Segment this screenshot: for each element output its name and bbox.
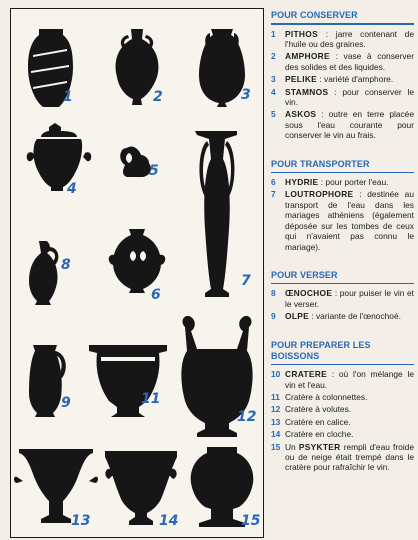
- vase-illustration-frame: [10, 8, 264, 538]
- section-rule: [271, 172, 414, 174]
- item-name: PITHOS: [285, 28, 318, 39]
- vase-number: 8: [61, 257, 71, 273]
- section-heading: POUR TRANSPORTER: [271, 158, 370, 169]
- vase-cratere-en-calice: [19, 449, 93, 523]
- item-number: 3: [271, 74, 276, 85]
- list-item: [271, 51, 414, 72]
- section-rule: [271, 283, 414, 285]
- vase-descriptions: [271, 10, 414, 491]
- item-number: 5: [271, 109, 276, 120]
- item-number: 12: [271, 404, 281, 415]
- item-number: 4: [271, 86, 276, 97]
- item-name: LOUTROPHORE: [285, 189, 354, 200]
- section-rule: [271, 23, 414, 25]
- item-name: PSYKTER: [298, 441, 341, 452]
- list-item: [271, 74, 414, 84]
- vase-number: 11: [141, 391, 161, 407]
- vase-number: 9: [61, 395, 71, 411]
- list-item: [271, 392, 414, 402]
- item-name: OLPE: [285, 311, 310, 322]
- item-text: rempli d'eau froide ou de neige était trempé dans le cratère pour rafraîchir le vin.: [285, 441, 414, 473]
- section-verser: [271, 270, 414, 322]
- item-prefix: Un: [285, 441, 299, 452]
- vase-number: 6: [151, 287, 161, 303]
- item-text: : vase à conserver des solides et des liquides.: [285, 51, 414, 72]
- item-text: Cratère à colonnettes.: [285, 391, 368, 402]
- item-text: : destinée au transport de l'eau dans les mariages athéniens (également déposée sur les tombes de ceux qui n'avaient pas connu le mariage).: [285, 189, 414, 252]
- list-item: [271, 87, 414, 108]
- list-item: [271, 442, 414, 473]
- item-text: Cratère en calice.: [285, 416, 351, 427]
- item-number: 1: [271, 28, 276, 39]
- item-number: 13: [271, 416, 281, 427]
- section-heading: POUR PREPARER LES BOISSONS: [271, 339, 371, 361]
- list-item: [271, 177, 414, 187]
- section-rule: [271, 364, 414, 366]
- vase-askos: [120, 146, 151, 177]
- vase-illustrations: [11, 9, 263, 537]
- vase-number: 14: [159, 513, 179, 529]
- list-item: [271, 189, 414, 251]
- item-number: 2: [271, 51, 276, 62]
- item-name: ŒNOCHOE: [285, 288, 333, 299]
- item-text: Cratère en cloche.: [285, 429, 354, 440]
- item-number: 9: [271, 311, 276, 322]
- vase-number: 3: [241, 87, 251, 103]
- list-item: [271, 369, 414, 390]
- item-number: 14: [271, 429, 281, 440]
- item-text: : variante de l'œnochoé.: [309, 311, 401, 322]
- item-text: : jarre contenant de l'huile ou des graines.: [285, 28, 414, 49]
- vase-number: 4: [67, 181, 77, 197]
- item-number: 15: [271, 441, 281, 452]
- list-item: [271, 311, 414, 321]
- list-item: [271, 404, 414, 414]
- item-number: 10: [271, 369, 281, 380]
- item-number: 8: [271, 288, 276, 299]
- list-item: [271, 29, 414, 50]
- item-text: : où l'on mélange le vin et l'eau.: [285, 369, 414, 390]
- vase-olpe: [29, 345, 62, 417]
- vase-number: 13: [71, 513, 91, 529]
- section-heading: POUR VERSER: [271, 269, 338, 280]
- item-text: : pour conserver le vin.: [285, 86, 414, 107]
- vase-number: 1: [63, 89, 73, 105]
- item-name: AMPHORE: [285, 51, 330, 62]
- section-conserver: [271, 10, 414, 141]
- item-text: Cratère à volutes.: [285, 404, 352, 415]
- item-text: : outre en terre placée sous l'eau courante pour conserver le vin au frais.: [285, 109, 414, 141]
- item-number: 7: [271, 189, 276, 200]
- section-heading: POUR CONSERVER: [271, 10, 358, 20]
- item-text: : pour puiser le vin et le verser.: [285, 288, 414, 309]
- vase-number: 12: [237, 409, 257, 425]
- item-name: HYDRIE: [285, 177, 319, 188]
- list-item: [271, 109, 414, 140]
- section-preparer-boissons: [271, 340, 414, 473]
- item-name: PELIKE: [285, 74, 318, 85]
- vase-number: 5: [149, 163, 159, 179]
- item-number: 11: [271, 391, 280, 402]
- vase-number: 2: [153, 89, 163, 105]
- item-name: ASKOS: [285, 109, 317, 120]
- list-item: [271, 288, 414, 309]
- vase-hydrie: [113, 229, 161, 293]
- list-item: [271, 429, 414, 439]
- item-text: : pour porter l'eau.: [318, 177, 389, 188]
- item-name: CRATERE: [285, 369, 327, 380]
- item-number: 6: [271, 177, 276, 188]
- item-text: : variété d'amphore.: [317, 74, 394, 85]
- section-transporter: [271, 159, 414, 252]
- item-name: STAMNOS: [285, 86, 329, 97]
- list-item: [271, 417, 414, 427]
- vase-number: 7: [241, 273, 251, 289]
- vase-number: 15: [241, 513, 261, 529]
